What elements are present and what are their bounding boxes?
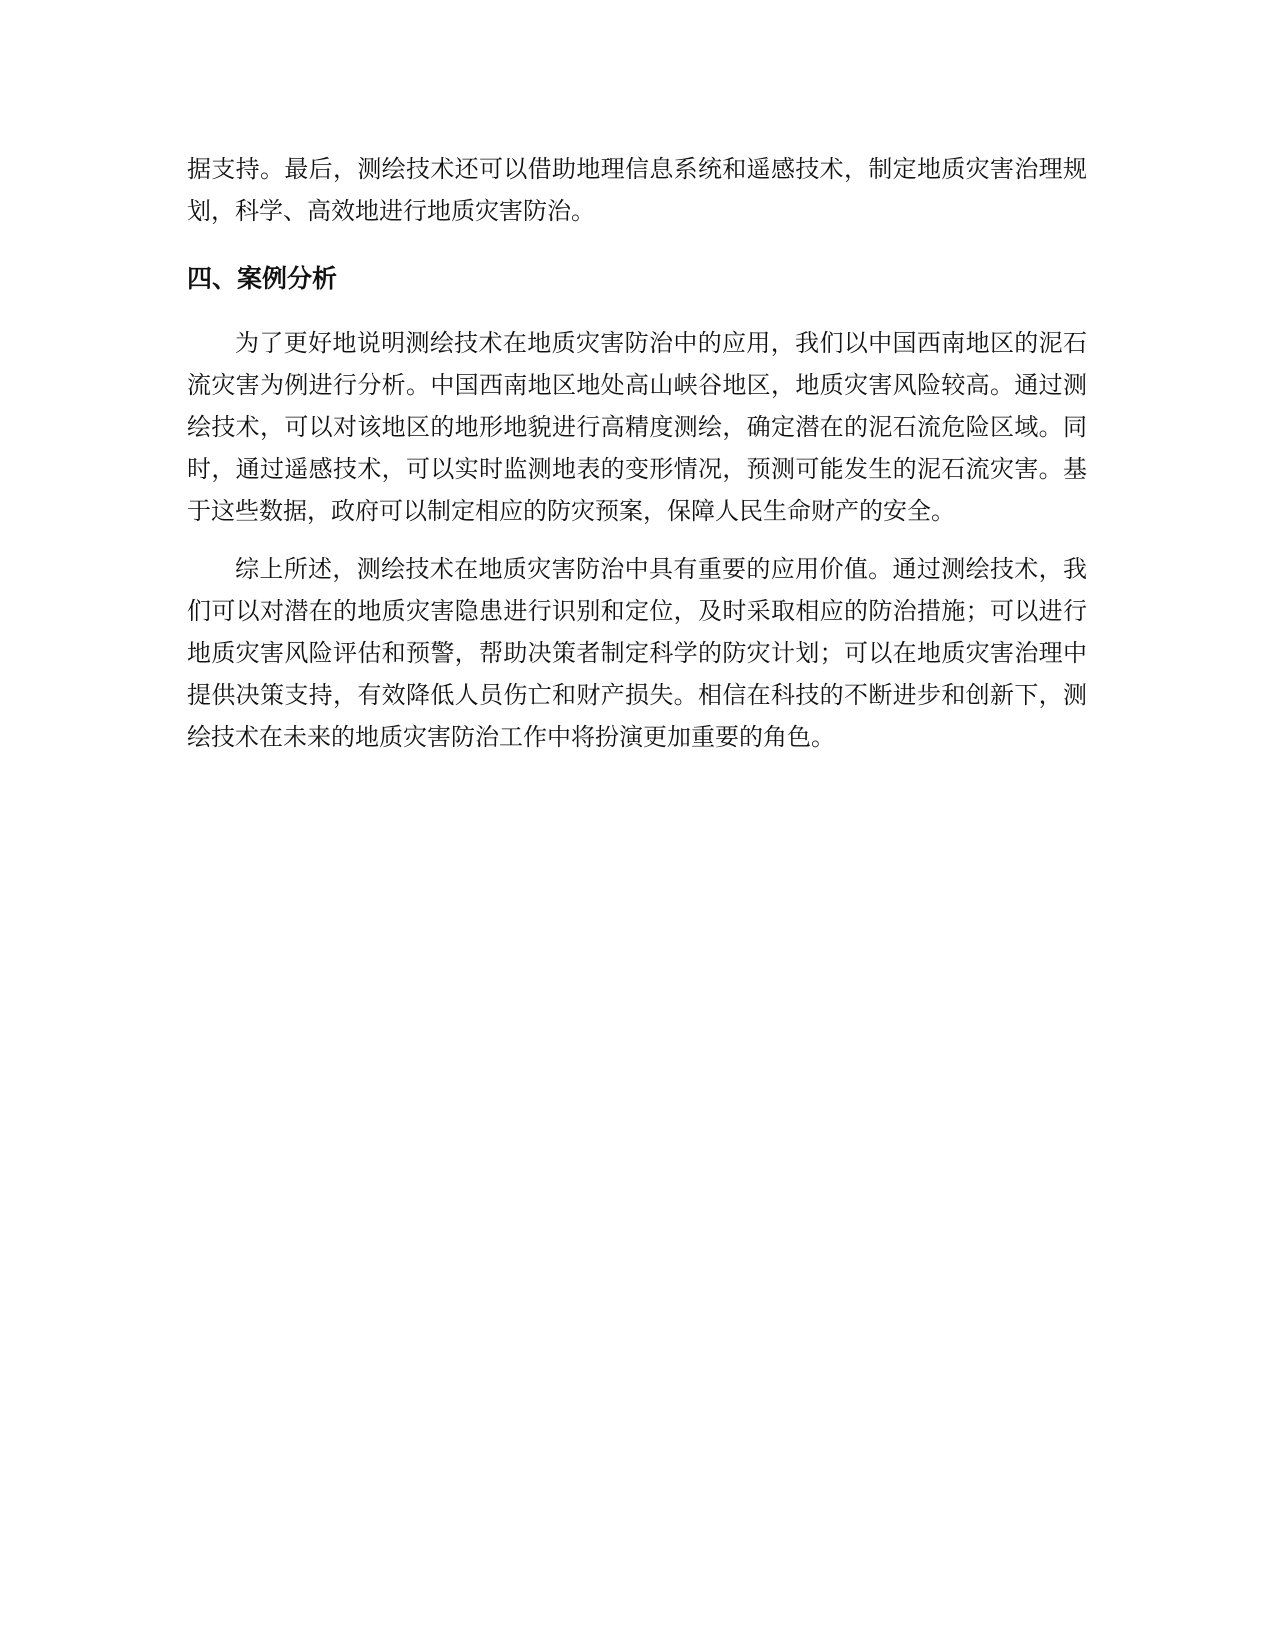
section-heading: 四、案例分析 [187,264,338,293]
conclusion-paragraph: 综上所述，测绘技术在地质灾害防治中具有重要的应用价值。通过测绘技术，我们可以对潜在的地质灾害隐患进行识别和定位，及时采取相应的防治措施；可以进行地质灾害风险评估和预警，帮助决策者制定科学的防灾计划；可以在地质灾害治理中提供决策支持，有效降低人员伤亡和财产损失。相信在科技的不断进步和创新下，测绘技术在未来的地质灾害防治工作中将扮演更加重要的角色。 [187,555,1087,751]
continued-paragraph: 据支持。最后，测绘技术还可以借助地理信息系统和遥感技术，制定地质灾害治理规划，科学、高效地进行地质灾害防治。 [187,155,1087,225]
case-analysis-paragraph: 为了更好地说明测绘技术在地质灾害防治中的应用，我们以中国西南地区的泥石流灾害为例进行分析。中国西南地区地处高山峡谷地区，地质灾害风险较高。通过测绘技术，可以对该地区的地形地貌进行高精度测绘，确定潜在的泥石流危险区域。同时，通过遥感技术，可以实时监测地表的变形情况，预测可能发生的泥石流灾害。基于这些数据，政府可以制定相应的防灾预案，保障人民生命财产的安全。 [187,329,1087,525]
document-body [187,148,1087,758]
